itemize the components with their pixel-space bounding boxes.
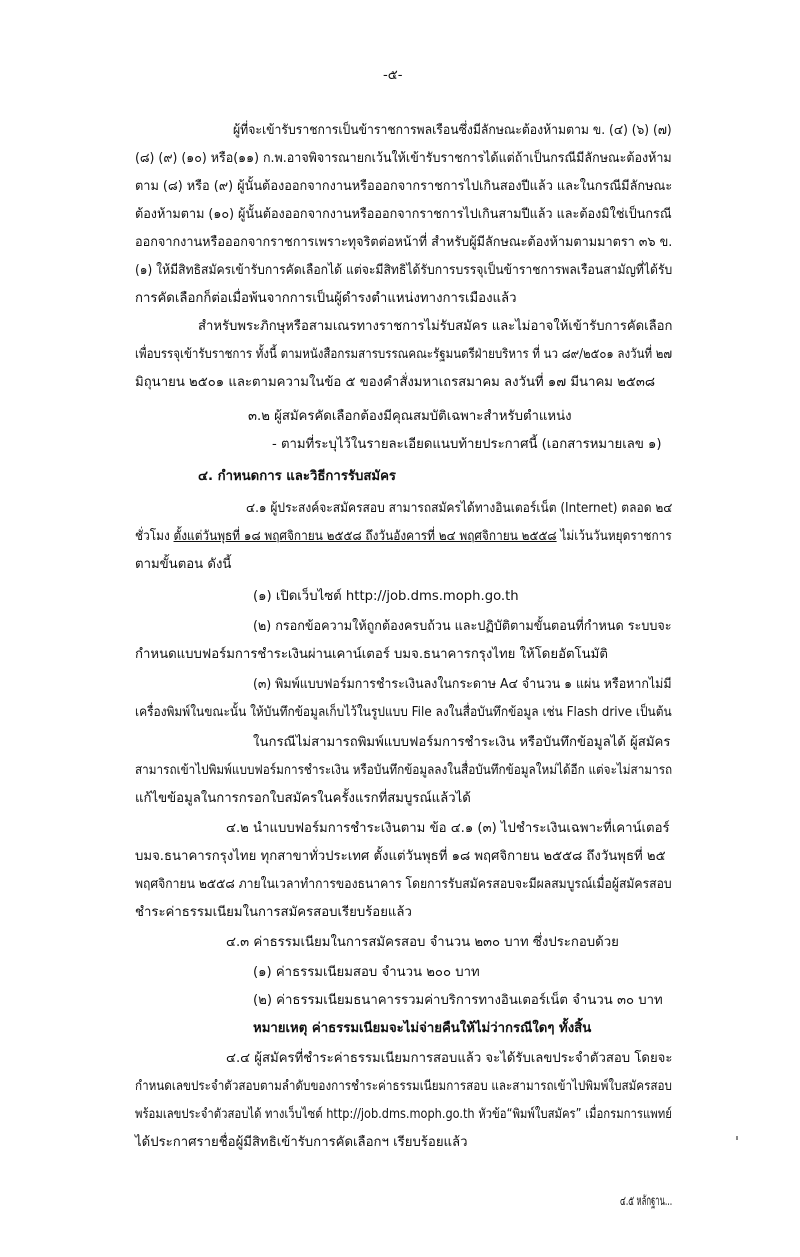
text-line: ๔.๓ ค่าธรรมเนียมในการสมัครสอบ จำนวน ๒๓๐ บาท ซึ่งประกอบด้วย bbox=[226, 935, 619, 950]
text-line: ตาม (๘) หรือ (๙) ผู้นั้นต้องออกจากงานหรือออกจากราชการไปเกินสองปีแล้ว และในกรณีมีลักษณะ bbox=[135, 179, 673, 194]
text-line: ออกจากงานหรือออกจากราชการเพราะทุจริตต่อหน้าที่ สำหรับผู้มีลักษณะต้องห้ามตามมาตรา ๓๖ ข. bbox=[135, 235, 673, 250]
step-3: (๓) พิมพ์แบบฟอร์มการชำระเงินลงในกระดาษ A๔ จำนวน ๑ แผ่น หรือหากไม่มี bbox=[253, 677, 672, 692]
text-segment: ชั่วโมง bbox=[135, 529, 174, 544]
text-line: พฤศจิกายน ๒๕๕๘ ภายในเวลาทำการของธนาคาร โดยการรับสมัครสอบจะมีผลสมบูรณ์เมื่อผู้สมัครสอบ bbox=[135, 877, 672, 892]
application-period: ตั้งแต่วันพุธที่ ๑๘ พฤศจิกายน ๒๕๕๘ ถึงวันอังคารที่ ๒๔ พฤศจิกายน ๒๕๕๘ bbox=[173, 529, 557, 544]
step-2: (๒) กรอกข้อความให้ถูกต้องครบถ้วน และปฏิบัติตามขั้นตอนที่กำหนด ระบบจะ bbox=[253, 619, 672, 634]
text-line: การคัดเลือกก็ต่อเมื่อพ้นจากการเป็นผู้ดำรงตำแหน่งทางการเมืองแล้ว bbox=[135, 291, 517, 306]
step-1: (๑) เปิดเว็บไซต์ http://job.dms.moph.go.th bbox=[253, 589, 519, 604]
text-line: กำหนดเลขประจำตัวสอบตามลำดับของการชำระค่าธรรมเนียมการสอบ และสามารถเข้าไปพิมพ์ใบสมัครสอบ bbox=[135, 1079, 672, 1094]
text-line: มิถุนายน ๒๕๐๑ และตามความในข้อ ๕ ของคำสั่งมหาเถรสมาคม ลงวันที่ ๑๗ มีนาคม ๒๕๓๘ bbox=[135, 375, 656, 390]
text-line bbox=[135, 525, 672, 549]
fee-remark: หมายเหตุ ค่าธรรมเนียมจะไม่จ่ายคืนให้ไม่ว่ากรณีใดๆ ทั้งสิ้น bbox=[253, 1021, 592, 1036]
text-line: ผู้ที่จะเข้ารับราชการเป็นข้าราชการพลเรือนซึ่งมีลักษณะต้องห้ามตาม ข. (๔) (๖) (๗) bbox=[233, 123, 672, 138]
section-detail: - ตามที่ระบุไว้ในรายละเอียดแนบท้ายประกาศนี้ (เอกสารหมายเลข ๑) bbox=[272, 437, 662, 452]
text-line: ๔.๔ ผู้สมัครที่ชำระค่าธรรมเนียมการสอบแล้ว จะได้รับเลขประจำตัวสอบ โดยจะ bbox=[226, 1051, 673, 1066]
scan-speck bbox=[736, 1136, 738, 1140]
text-line: (๑) ให้มีสิทธิสมัครเข้ารับการคัดเลือกได้ แต่จะมีสิทธิได้รับการบรรจุเป็นข้าราชการพลเรือนสามัญที่ได้รับ bbox=[135, 263, 673, 278]
text-line: เพื่อบรรจุเข้ารับราชการ ทั้งนี้ ตามหนังสือกรมสารบรรณคณะรัฐมนตรีฝ่ายบริหาร ที่ นว ๘๙/๒๕๐๑ ลงวันที่ ๒๗ bbox=[135, 347, 673, 362]
text-line: บมจ.ธนาคารกรุงไทย ทุกสาขาทั่วประเทศ ตั้งแต่วันพุธที่ ๑๘ พฤศจิกายน ๒๕๕๘ ถึงวันพุธที่ ๒๕ bbox=[135, 849, 666, 864]
text-line: ในกรณีไม่สามารถพิมพ์แบบฟอร์มการชำระเงิน หรือบันทึกข้อมูลได้ ผู้สมัคร bbox=[253, 735, 671, 750]
text-line: สามารถเข้าไปพิมพ์แบบฟอร์มการชำระเงิน หรือบันทึกข้อมูลลงในสื่อบันทึกข้อมูลใหม่ได้อีก แต่จะไม่สามารถ bbox=[135, 763, 673, 778]
fee-item: (๑) ค่าธรรมเนียมสอบ จำนวน ๒๐๐ บาท bbox=[253, 965, 480, 980]
continuation-marker: ๔.๕ หลักฐาน... bbox=[620, 1194, 673, 1209]
section-4-heading: ๔. กำหนดการ และวิธีการรับสมัคร bbox=[198, 469, 396, 484]
text-line: เครื่องพิมพ์ในขณะนั้น ให้บันทึกข้อมูลเก็บไว้ในรูปแบบ File ลงในสื่อบันทึกข้อมูล เช่น Flash drive เป็นต้น bbox=[135, 705, 672, 720]
section-title: ๓.๒ ผู้สมัครคัดเลือกต้องมีคุณสมบัติเฉพาะสำหรับตำแหน่ง bbox=[248, 409, 572, 424]
text-line: พร้อมเลขประจำตัวสอบได้ ทางเว็บไซต์ http://job.dms.moph.go.th หัวข้อ“พิมพ์ใบสมัคร” เมื่อกรมการแพทย์ bbox=[135, 1107, 672, 1122]
text-line: แก้ไขข้อมูลในการกรอกใบสมัครในครั้งแรกที่สมบูรณ์แล้วได้ bbox=[135, 791, 471, 806]
text-line: กำหนดแบบฟอร์มการชำระเงินผ่านเคาน์เตอร์ บมจ.ธนาคารกรุงไทย ให้โดยอัตโนมัติ bbox=[135, 647, 608, 662]
text-line: ชำระค่าธรรมเนียมในการสมัครสอบเรียบร้อยแล้ว bbox=[135, 905, 412, 920]
text-line: ได้ประกาศรายชื่อผู้มีสิทธิเข้ารับการคัดเลือกฯ เรียบร้อยแล้ว bbox=[135, 1135, 468, 1150]
text-line: สำหรับพระภิกษุหรือสามเณรทางราชการไม่รับสมัคร และไม่อาจให้เข้ารับการคัดเลือก bbox=[198, 319, 673, 334]
text-segment: ไม่เว้นวันหยุดราชการ bbox=[556, 529, 672, 544]
text-line: ตามขั้นตอน ดังนี้ bbox=[135, 557, 232, 572]
text-line: ๔.๒ นำแบบฟอร์มการชำระเงินตาม ข้อ ๔.๑ (๓) ไปชำระเงินเฉพาะที่เคาน์เตอร์ bbox=[226, 821, 670, 836]
text-line: ต้องห้ามตาม (๑๐) ผู้นั้นต้องออกจากงานหรือออกจากราชการไปเกินสามปีแล้ว และต้องมิใช่เป็นกรณี bbox=[135, 207, 672, 222]
page-number: -๕- bbox=[383, 68, 403, 83]
text-line: ๔.๑ ผู้ประสงค์จะสมัครสอบ สามารถสมัครได้ทางอินเตอร์เน็ต (Internet) ตลอด ๒๔ bbox=[246, 501, 673, 516]
text-line: (๘) (๙) (๑๐) หรือ(๑๑) ก.พ.อาจพิจารณายกเว้นให้เข้ารับราชการได้แต่ถ้าเป็นกรณีมีลักษณะต้องห้าม bbox=[135, 151, 672, 166]
fee-item: (๒) ค่าธรรมเนียมธนาคารรวมค่าบริการทางอินเตอร์เน็ต จำนวน ๓๐ บาท bbox=[253, 993, 663, 1008]
